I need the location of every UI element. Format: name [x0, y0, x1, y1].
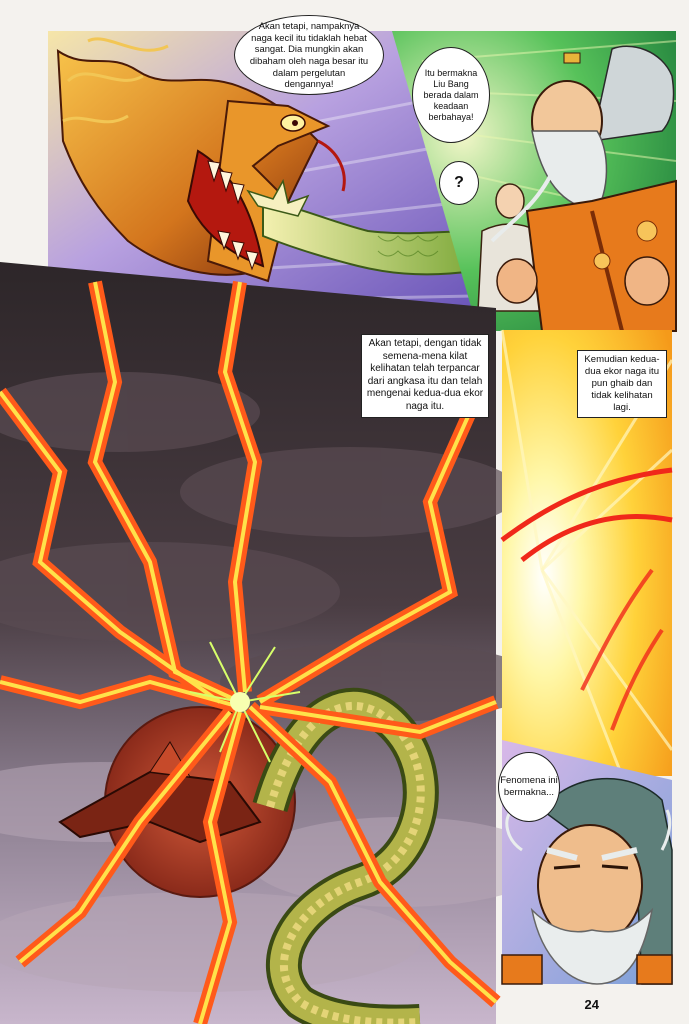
speech-bubble-phenomenon — [498, 752, 560, 822]
speech-bubble-dragons — [234, 15, 384, 95]
speech-bubble-dragons-text: Akan tetapi, nampaknya naga kecil itu tidaklah hebat sangat. Dia mungkin akan dibaham oleh naga besar itu dalam pergelutan dengannya! — [249, 20, 369, 90]
speech-bubble-master-text: Itu bermakna Liu Bang berada dalam keadaan berbahaya! — [423, 67, 479, 122]
question-bubble — [439, 161, 479, 205]
panel-light-burst — [502, 330, 672, 776]
caption-dragons-vanish-text: Kemudian kedua-dua ekor naga itu pun ghaib dan tidak kelihatan lagi. — [584, 354, 660, 413]
panel-master-closeup — [502, 740, 672, 984]
page-number: 24 — [584, 997, 599, 1012]
speech-bubble-phenomenon-text: Fenomena ini bermakna... — [500, 775, 558, 798]
caption-lightning-text: Akan tetapi, dengan tidak semena-mena kilat kelihatan telah terpancar dari angkasa itu dan telah mengenai kedua-dua ekor naga itu. — [366, 338, 484, 412]
speech-bubble-master — [412, 47, 490, 143]
panel-lightning-strike — [0, 262, 496, 1024]
caption-lightning — [361, 334, 489, 418]
question-bubble-text: ? — [454, 174, 464, 192]
caption-dragons-vanish — [577, 350, 667, 418]
